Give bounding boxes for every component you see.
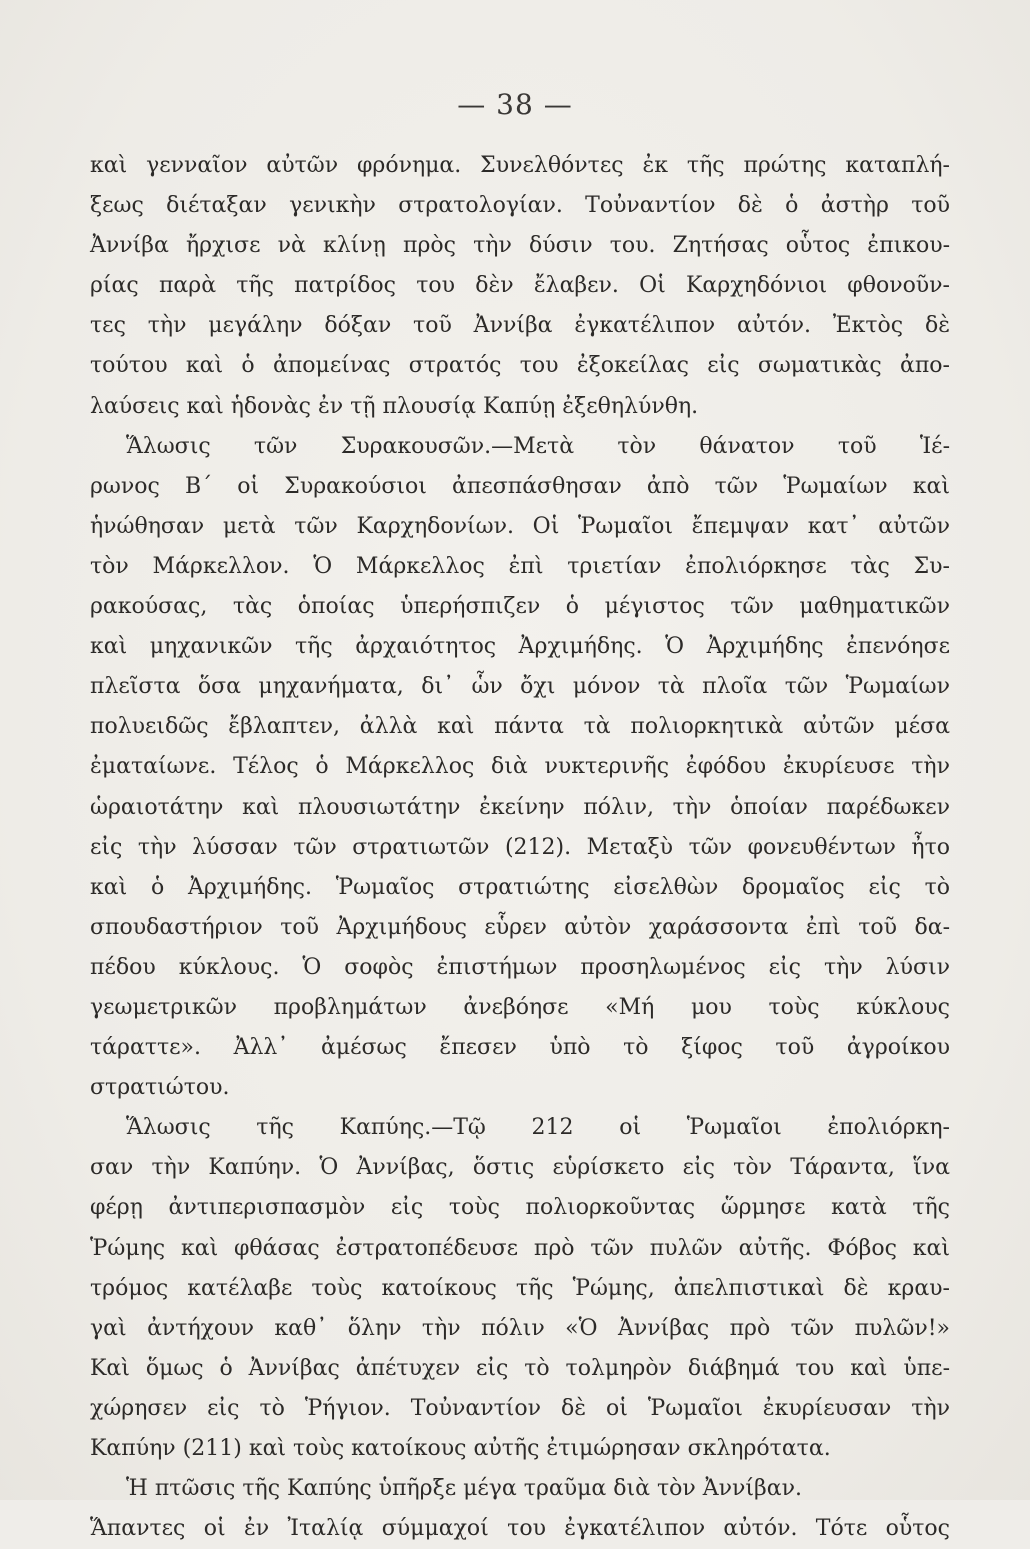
text-line: καὶ μηχανικῶν τῆς ἀρχαιότητος Ἀρχιμήδης. Ὁ Ἀρχιμήδης ἐπενόησε: [90, 634, 950, 660]
text-line: γαὶ ἀντήχουν καθ᾽ ὅλην τὴν πόλιν «Ὁ Ἀννίβας πρὸ τῶν πυλῶν!»: [90, 1315, 950, 1341]
text-line: γεωμετρικῶν προβλημάτων ἀνεβόησε «Μή μου τοὺς κύκλους: [90, 994, 950, 1020]
text-line: σαν τὴν Καπύην. Ὁ Ἀννίβας, ὅστις εὑρίσκετο εἰς τὸν Τάραντα, ἵνα: [90, 1155, 950, 1181]
text-line: πέδου κύκλους. Ὁ σοφὸς ἐπιστήμων προσηλωμένος εἰς τὴν λύσιν: [90, 954, 950, 980]
section-heading-line: Ἅλωσις τῶν Συρακουσῶν.—Μετὰ τὸν θάνατον τοῦ Ἱέ-: [126, 433, 950, 459]
text-line: πλεῖστα ὅσα μηχανήματα, δι᾽ ὧν ὄχι μόνον τὰ πλοῖα τῶν Ῥωμαίων: [90, 674, 950, 700]
text-line: ἐματαίωνε. Τέλος ὁ Μάρκελλος διὰ νυκτερινῆς ἐφόδου ἐκυρίευσε τὴν: [90, 754, 950, 780]
text-line: φέρῃ ἀντιπερισπασμὸν εἰς τοὺς πολιορκοῦντας ὥρμησε κατὰ τῆς: [90, 1195, 950, 1221]
text-line: Καὶ ὅμως ὁ Ἀννίβας ἀπέτυχεν εἰς τὸ τολμηρὸν διάβημά του καὶ ὑπε-: [90, 1355, 950, 1381]
text-line: Ῥώμης καὶ φθάσας ἐστρατοπέδευσε πρὸ τῶν πυλῶν αὐτῆς. Φόβος καὶ: [90, 1235, 950, 1261]
text-line: ξεως διέταξαν γενικὴν στρατολογίαν. Τοὐναντίον δὲ ὁ ἀστὴρ τοῦ: [90, 193, 950, 219]
section-heading-line: Ἅλωσις τῆς Καπύης.—Τῷ 212 οἱ Ῥωμαῖοι ἐπολιόρκη-: [126, 1115, 950, 1141]
text-line: Ἡ πτῶσις τῆς Καπύης ὑπῆρξε μέγα τραῦμα διὰ τὸν Ἀννίβαν.: [126, 1476, 802, 1502]
text-line: εἰς τὴν λύσσαν τῶν στρατιωτῶν (212). Μεταξὺ τῶν φονευθέντων ἦτο: [90, 834, 950, 860]
text-line: ρακούσας, τὰς ὁποίας ὑπερήσπιζεν ὁ μέγιστος τῶν μαθηματικῶν: [90, 594, 950, 620]
text-line: ἡνώθησαν μετὰ τῶν Καρχηδονίων. Οἱ Ῥωμαῖοι ἔπεμψαν κατ᾽ αὐτῶν: [90, 513, 950, 539]
text-line: ρωνος Β΄ οἱ Συρακούσιοι ἀπεσπάσθησαν ἀπὸ τῶν Ῥωμαίων καὶ: [90, 473, 950, 499]
text-line: στρατιώτου.: [90, 1075, 230, 1101]
body-text: [90, 146, 950, 1549]
text-line: σπουδαστήριον τοῦ Ἀρχιμήδους εὗρεν αὐτὸν χαράσσοντα ἐπὶ τοῦ δα-: [90, 914, 950, 940]
text-line: τρόμος κατέλαβε τοὺς κατοίκους τῆς Ῥώμης, ἀπελπιστικαὶ δὲ κραυ-: [90, 1275, 950, 1301]
text-line: καὶ γενναῖον αὐτῶν φρόνημα. Συνελθόντες ἐκ τῆς πρώτης καταπλή-: [90, 153, 950, 178]
text-line: Ἀννίβα ἤρχισε νὰ κλίνῃ πρὸς τὴν δύσιν του. Ζητήσας οὗτος ἐπικου-: [90, 233, 950, 259]
text-line: Ἅπαντες οἱ ἐν Ἰταλίᾳ σύμμαχοί του ἐγκατέλιπον αὐτόν. Τότε οὗτος: [90, 1516, 950, 1542]
text-line: καὶ ὁ Ἀρχιμήδης. Ῥωμαῖος στρατιώτης εἰσελθὼν δρομαῖος εἰς τὸ: [90, 874, 950, 900]
text-line: τούτου καὶ ὁ ἀπομείνας στρατός του ἐξοκείλας εἰς σωματικὰς ἀπο-: [90, 353, 950, 379]
text-line: χώρησεν εἰς τὸ Ῥήγιον. Τοὐναντίον δὲ οἱ Ῥωμαῖοι ἐκυρίευσαν τὴν: [90, 1395, 950, 1421]
text-line: τὸν Μάρκελλον. Ὁ Μάρκελλος ἐπὶ τριετίαν ἐπολιόρκησε τὰς Συ-: [90, 553, 950, 579]
text-line: πολυειδῶς ἔβλαπτεν, ἀλλὰ καὶ πάντα τὰ πολιορκητικὰ αὐτῶν μέσα: [90, 714, 950, 740]
text-line: ρίας παρὰ τῆς πατρίδος του δὲν ἔλαβεν. Οἱ Καρχηδόνιοι φθονοῦν-: [90, 273, 950, 299]
page-number: — 38 —: [457, 88, 573, 121]
text-line: Καπύην (211) καὶ τοὺς κατοίκους αὐτῆς ἐτιμώρησαν σκληρότατα.: [90, 1436, 831, 1461]
text-line: ὡραιοτάτην καὶ πλουσιωτάτην ἐκείνην πόλιν, τὴν ὁποίαν παρέδωκεν: [90, 794, 950, 820]
text-line: τες τὴν μεγάλην δόξαν τοῦ Ἀννίβα ἐγκατέλιπον αὐτόν. Ἐκτὸς δὲ: [90, 313, 950, 339]
text-line: τάραττε». Ἀλλ᾽ ἀμέσως ἔπεσεν ὑπὸ τὸ ξίφος τοῦ ἀγροίκου: [90, 1035, 950, 1061]
text-line: λαύσεις καὶ ἡδονὰς ἐν τῇ πλουσίᾳ Καπύῃ ἐξεθηλύνθη.: [90, 393, 699, 419]
